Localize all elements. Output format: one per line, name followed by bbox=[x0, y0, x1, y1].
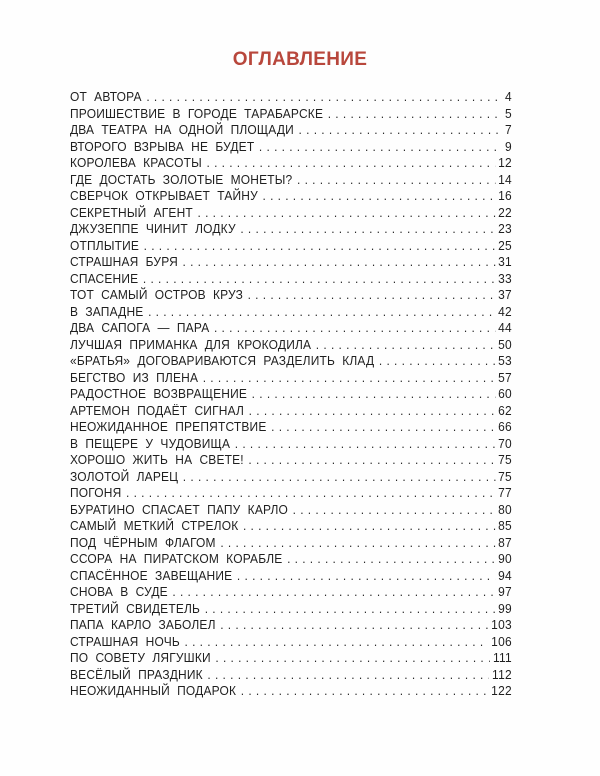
page-number: 25 bbox=[498, 237, 512, 253]
dot-leader bbox=[172, 584, 495, 601]
toc-row bbox=[70, 650, 512, 667]
chapter-title: БЕГСТВО ИЗ ПЛЕНА bbox=[70, 369, 199, 385]
dot-leader bbox=[185, 634, 489, 651]
dot-leader bbox=[126, 485, 495, 502]
page-number: 60 bbox=[498, 386, 512, 401]
chapter-title: СПАСЕНИЕ bbox=[70, 270, 139, 286]
chapter-title: БУРАТИНО СПАСАЕТ ПАПУ КАРЛО bbox=[70, 501, 289, 517]
page-number: 122 bbox=[491, 683, 512, 698]
page-number: 66 bbox=[498, 419, 512, 434]
chapter-title: ХОРОШО ЖИТЬ НА СВЕТЕ! bbox=[70, 452, 244, 467]
chapter-title: СНОВА В СУДЕ bbox=[70, 584, 168, 599]
page-number: 33 bbox=[498, 270, 512, 286]
toc-row bbox=[70, 667, 512, 684]
page-number: 50 bbox=[498, 336, 512, 352]
page-number: 7 bbox=[505, 122, 512, 137]
toc-list bbox=[70, 89, 512, 700]
dot-leader bbox=[198, 205, 496, 222]
chapter-title: НЕОЖИДАННОЕ ПРЕПЯТСТВИЕ bbox=[70, 419, 267, 434]
page-number: 23 bbox=[498, 221, 512, 236]
chapter-title: ССОРА НА ПИРАТСКОМ КОРАБЛЕ bbox=[70, 551, 283, 566]
toc-row bbox=[70, 353, 512, 370]
toc-row bbox=[70, 469, 512, 486]
page-number: 4 bbox=[505, 89, 512, 104]
toc-row bbox=[70, 518, 512, 535]
page-number: 80 bbox=[498, 501, 512, 517]
dot-leader bbox=[243, 518, 495, 535]
chapter-title: ОТПЛЫТИЕ bbox=[70, 237, 140, 253]
chapter-title: САМЫЙ МЕТКИЙ СТРЕЛОК bbox=[70, 518, 239, 533]
page-number: 75 bbox=[498, 468, 512, 484]
toc-row bbox=[70, 254, 512, 271]
chapter-title: ЗОЛОТОЙ ЛАРЕЦ bbox=[70, 468, 179, 484]
chapter-title: В ЗАПАДНЕ bbox=[70, 303, 144, 319]
page-number: 112 bbox=[492, 666, 512, 682]
page-number: 5 bbox=[505, 105, 512, 121]
toc-row bbox=[70, 106, 512, 123]
toc-row bbox=[70, 320, 512, 337]
page-number: 103 bbox=[491, 617, 512, 632]
toc-row bbox=[70, 386, 512, 403]
chapter-title: ТРЕТИЙ СВИДЕТЕЛЬ bbox=[70, 600, 201, 616]
dot-leader bbox=[143, 271, 495, 288]
page-number: 57 bbox=[498, 369, 512, 385]
dot-leader bbox=[183, 469, 496, 486]
toc-row bbox=[70, 502, 512, 519]
toc-row bbox=[70, 155, 512, 172]
page-number: 111 bbox=[492, 650, 512, 665]
toc-row bbox=[70, 271, 512, 288]
toc-row bbox=[70, 172, 512, 189]
dot-leader bbox=[215, 650, 490, 667]
chapter-title: СВЕРЧОК ОТКРЫВАЕТ ТАЙНУ bbox=[70, 188, 258, 203]
dot-leader bbox=[297, 172, 495, 189]
chapter-title: «БРАТЬЯ» ДОГОВАРИВАЮТСЯ РАЗДЕЛИТЬ КЛАД bbox=[70, 353, 375, 368]
dot-leader bbox=[299, 122, 503, 139]
chapter-title: ПОГОНЯ bbox=[70, 485, 122, 500]
dot-leader bbox=[259, 139, 502, 156]
chapter-title: ОТ АВТОРА bbox=[70, 89, 142, 104]
toc-row bbox=[70, 584, 512, 601]
dot-leader bbox=[248, 452, 495, 469]
toc-row bbox=[70, 436, 512, 453]
dot-leader bbox=[379, 353, 495, 370]
chapter-title: НЕОЖИДАННЫЙ ПОДАРОК bbox=[70, 683, 237, 698]
chapter-title: ДВА ТЕАТРА НА ОДНОЙ ПЛОЩАДИ bbox=[70, 122, 294, 137]
chapter-title: КОРОЛЕВА КРАСОТЫ bbox=[70, 155, 202, 170]
dot-leader bbox=[252, 386, 496, 403]
page-title: ОГЛАВЛЕНИЕ bbox=[232, 49, 368, 70]
chapter-title: СТРАШНАЯ НОЧЬ bbox=[70, 633, 180, 649]
toc-row bbox=[70, 535, 512, 552]
toc-row bbox=[70, 238, 512, 255]
page-number: 85 bbox=[498, 518, 512, 533]
dot-leader bbox=[207, 155, 496, 172]
chapter-title: ДВА САПОГА — ПАРА bbox=[70, 320, 210, 335]
dot-leader bbox=[205, 601, 496, 618]
toc-row bbox=[70, 634, 512, 651]
page-number: 14 bbox=[498, 171, 512, 187]
toc-row bbox=[70, 617, 512, 634]
dot-leader bbox=[144, 238, 496, 255]
chapter-title: ГДЕ ДОСТАТЬ ЗОЛОТЫЕ МОНЕТЫ? bbox=[70, 171, 293, 187]
chapter-title: ПРОИШЕСТВИЕ В ГОРОДЕ ТАРАБАРСКЕ bbox=[70, 105, 324, 121]
dot-leader bbox=[287, 551, 495, 568]
toc-row bbox=[70, 452, 512, 469]
dot-leader bbox=[146, 89, 502, 106]
page-number: 53 bbox=[498, 353, 512, 368]
chapter-title: ЛУЧШАЯ ПРИМАНКА ДЛЯ КРОКОДИЛА bbox=[70, 336, 312, 352]
toc-row bbox=[70, 139, 512, 156]
toc-row bbox=[70, 304, 512, 321]
dot-leader bbox=[241, 683, 489, 700]
dot-leader bbox=[240, 221, 495, 238]
page-number: 97 bbox=[498, 584, 512, 599]
dot-leader bbox=[263, 188, 496, 205]
dot-leader bbox=[316, 337, 496, 354]
page-number: 31 bbox=[498, 254, 512, 269]
toc-row bbox=[70, 419, 512, 436]
page-number: 90 bbox=[498, 551, 512, 566]
dot-leader bbox=[235, 436, 496, 453]
chapter-title: ПО СОВЕТУ ЛЯГУШКИ bbox=[70, 650, 211, 665]
page-number: 22 bbox=[498, 204, 512, 220]
page-number: 12 bbox=[498, 155, 512, 170]
dot-leader bbox=[249, 403, 496, 420]
page-number: 99 bbox=[498, 600, 512, 616]
dot-leader bbox=[248, 287, 496, 304]
toc-row bbox=[70, 188, 512, 205]
toc-row bbox=[70, 485, 512, 502]
toc-row bbox=[70, 403, 512, 420]
page-number: 94 bbox=[498, 567, 512, 583]
page-number: 42 bbox=[498, 303, 512, 319]
page-number: 62 bbox=[498, 402, 512, 418]
dot-leader bbox=[220, 535, 495, 552]
dot-leader bbox=[220, 617, 488, 634]
chapter-title: ДЖУЗЕППЕ ЧИНИТ ЛОДКУ bbox=[70, 221, 236, 236]
dot-leader bbox=[148, 304, 495, 321]
toc-row bbox=[70, 601, 512, 618]
toc-row bbox=[70, 568, 512, 585]
chapter-title: РАДОСТНОЕ ВОЗВРАЩЕНИЕ bbox=[70, 386, 248, 401]
chapter-title: ВТОРОГО ВЗРЫВА НЕ БУДЕТ bbox=[70, 138, 255, 154]
page-number: 75 bbox=[498, 452, 512, 467]
dot-leader bbox=[183, 254, 496, 271]
chapter-title: ВЕСЁЛЫЙ ПРАЗДНИК bbox=[70, 666, 203, 682]
dot-leader bbox=[207, 667, 489, 684]
chapter-title: ПАПА КАРЛО ЗАБОЛЕЛ bbox=[70, 617, 216, 632]
page-number: 87 bbox=[498, 534, 512, 550]
toc-row bbox=[70, 370, 512, 387]
dot-leader bbox=[271, 419, 495, 436]
chapter-title: СПАСЁННОЕ ЗАВЕЩАНИЕ bbox=[70, 567, 233, 583]
toc-row bbox=[70, 122, 512, 139]
dot-leader bbox=[203, 370, 496, 387]
page-number: 37 bbox=[498, 287, 512, 302]
toc-row bbox=[70, 683, 512, 700]
page-number: 9 bbox=[505, 138, 512, 154]
toc-row bbox=[70, 205, 512, 222]
chapter-title: В ПЕЩЕРЕ У ЧУДОВИЩА bbox=[70, 435, 231, 451]
page-number: 44 bbox=[498, 320, 512, 335]
page-number: 106 bbox=[491, 633, 512, 649]
dot-leader bbox=[214, 320, 495, 337]
chapter-title: СЕКРЕТНЫЙ АГЕНТ bbox=[70, 204, 193, 220]
dot-leader bbox=[293, 502, 496, 519]
page-number: 77 bbox=[498, 485, 512, 500]
dot-leader bbox=[328, 106, 503, 123]
toc-row bbox=[70, 551, 512, 568]
chapter-title: СТРАШНАЯ БУРЯ bbox=[70, 254, 178, 269]
chapter-title: ПОД ЧЁРНЫМ ФЛАГОМ bbox=[70, 534, 216, 550]
chapter-title: ТОТ САМЫЙ ОСТРОВ КРУЗ bbox=[70, 287, 243, 302]
page-number: 70 bbox=[498, 435, 512, 451]
toc-row bbox=[70, 337, 512, 354]
toc-row bbox=[70, 89, 512, 106]
dot-leader bbox=[237, 568, 495, 585]
toc-row bbox=[70, 287, 512, 304]
chapter-title: АРТЕМОН ПОДАЁТ СИГНАЛ bbox=[70, 402, 245, 418]
toc-row bbox=[70, 221, 512, 238]
page-number: 16 bbox=[498, 188, 512, 203]
